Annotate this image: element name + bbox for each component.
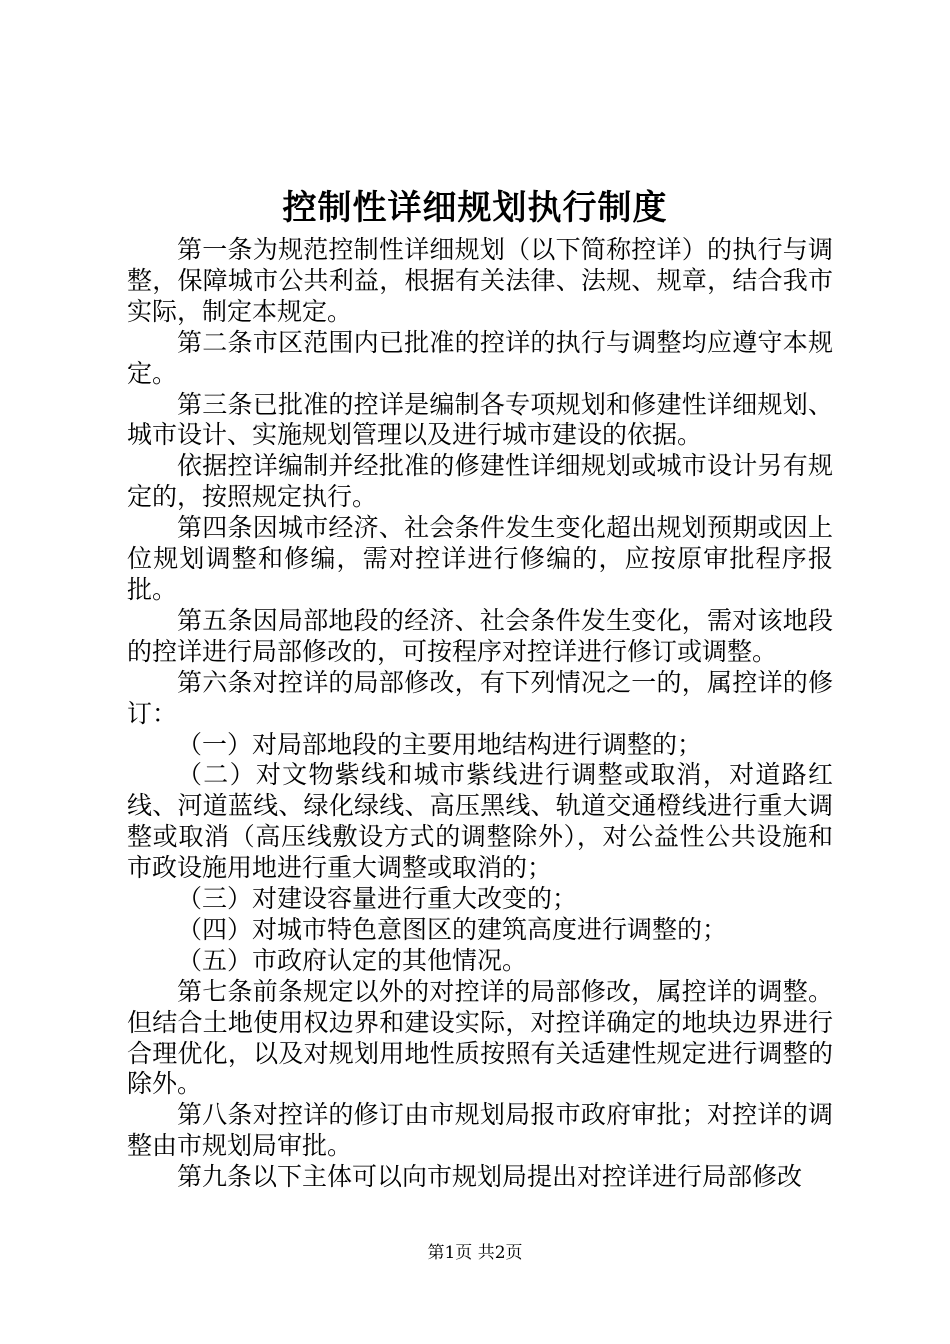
paragraph-article-7: 第七条前条规定以外的对控详的局部修改，属控详的调整。但结合土地使用权边界和建设实际，对控详确定的地块边界进行合理优化，以及对规划用地性质按照有关适建性规定进行调整的除外。 (127, 976, 833, 1099)
paragraph-item-3: （三）对建设容量进行重大改变的； (177, 884, 578, 914)
paragraph-article-5: 第五条因局部地段的经济、社会条件发生变化，需对该地段的控详进行局部修改的，可按程序对控详进行修订或调整。 (127, 605, 833, 666)
paragraph-article-1: 第一条为规范控制性详细规划（以下简称控详）的执行与调整，保障城市公共利益，根据有关法律、法规、规章，结合我市实际，制定本规定。 (127, 235, 833, 326)
paragraph-article-6: 第六条对控详的局部修改，有下列情况之一的，属控详的修订： (127, 667, 833, 728)
document-body (127, 235, 833, 1193)
paragraph-item-2: （二）对文物紫线和城市紫线进行调整或取消，对道路红线、河道蓝线、绿化绿线、高压黑线、轨道交通橙线进行重大调整或取消（高压线敷设方式的调整除外），对公益性公共设施和市政设施用地进行重大调整或取消的； (127, 760, 833, 883)
paragraph-article-9: 第九条以下主体可以向市规划局提出对控详进行局部修改 (177, 1162, 803, 1192)
paragraph-item-1: （一）对局部地段的主要用地结构进行调整的； (177, 729, 703, 759)
paragraph-article-4: 第四条因城市经济、社会条件发生变化超出规划预期或因上位规划调整和修编，需对控详进行修编的，应按原审批程序报批。 (127, 513, 833, 604)
paragraph-article-8: 第八条对控详的修订由市规划局报市政府审批；对控详的调整由市规划局审批。 (127, 1100, 833, 1161)
page-number-footer: 第1页 共2页 (427, 1243, 523, 1263)
document-title: 控制性详细规划执行制度 (282, 188, 668, 228)
paragraph-article-3: 第三条已批准的控详是编制各专项规划和修建性详细规划、城市设计、实施规划管理以及进行城市建设的依据。 (127, 389, 833, 450)
paragraph-item-4: （四）对城市特色意图区的建筑高度进行调整的； (177, 914, 728, 944)
paragraph-article-2: 第二条市区范围内已批准的控详的执行与调整均应遵守本规定。 (127, 327, 833, 388)
paragraph-item-5: （五）市政府认定的其他情况。 (177, 945, 528, 975)
paragraph-article-3-note: 依据控详编制并经批准的修建性详细规划或城市设计另有规定的，按照规定执行。 (127, 451, 833, 512)
